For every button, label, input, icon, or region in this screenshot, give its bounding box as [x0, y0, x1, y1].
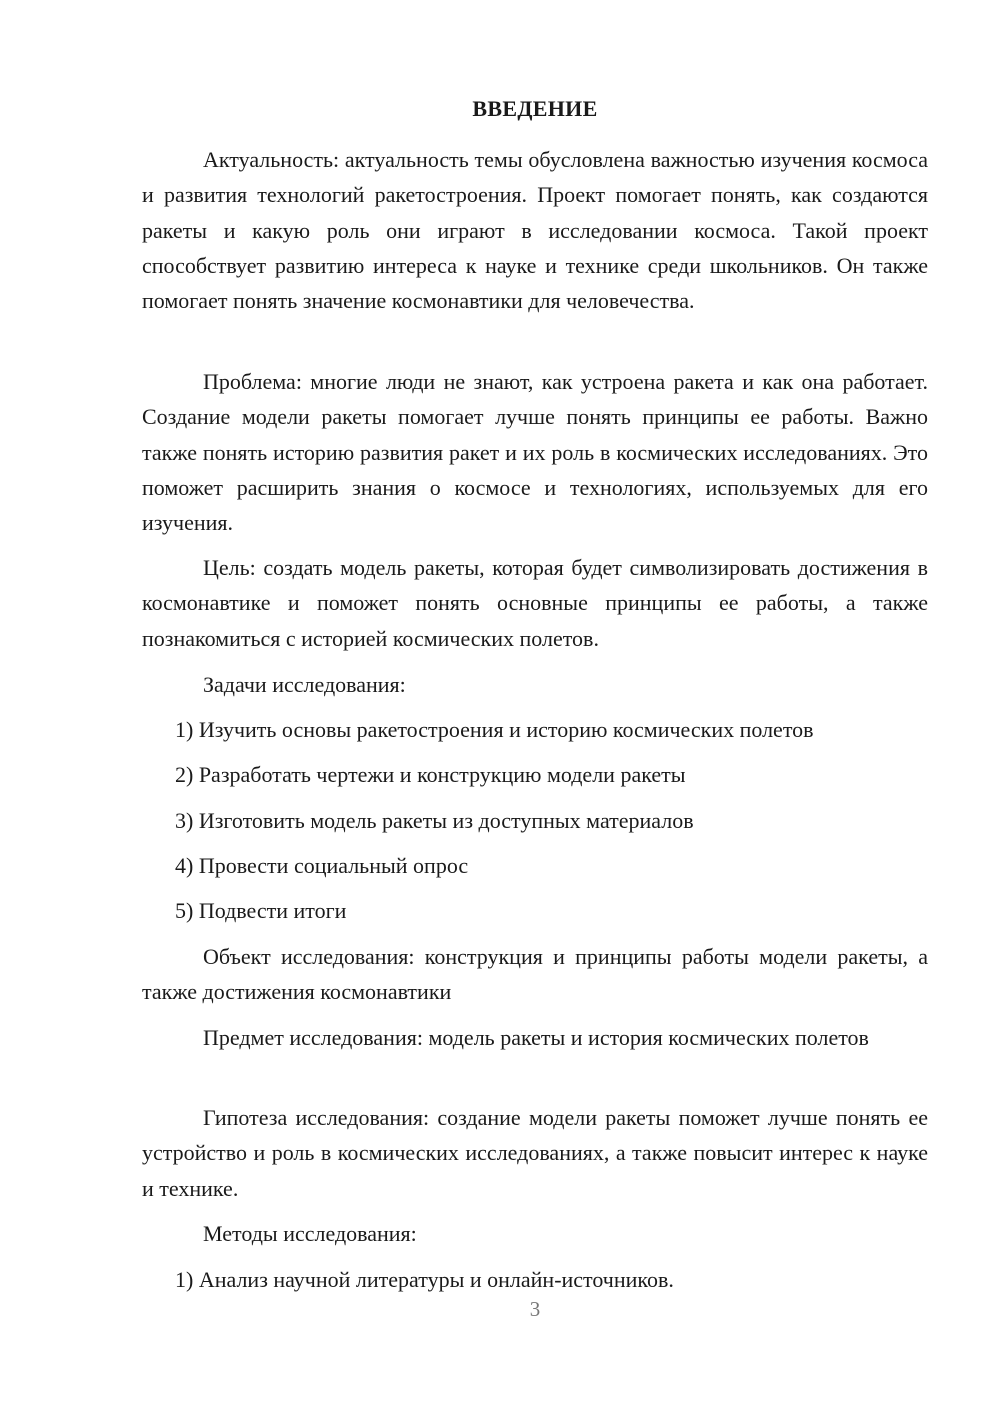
section-title: ВВЕДЕНИЕ: [472, 96, 598, 121]
goal-paragraph: Цель: создать модель ракеты, которая будет символизировать достижения в космонавтике и поможет понять основные принципы ее работы, а также познакомиться с историей космических полетов.: [142, 555, 928, 651]
method-item: 1) Анализ научной литературы и онлайн-источников.: [175, 1267, 674, 1292]
tasks-heading: Задачи исследования:: [203, 672, 406, 697]
methods-heading: Методы исследования:: [203, 1221, 417, 1246]
page-number: 3: [529, 1297, 541, 1321]
object-paragraph: Объект исследования: конструкция и принципы работы модели ракеты, а также достижения космонавтики: [142, 944, 928, 1005]
hypothesis-paragraph: Гипотеза исследования: создание модели ракеты поможет лучше понять ее устройство и роль в космических исследованиях, а также повысит интерес к науке и технике.: [142, 1105, 928, 1201]
task-item: 3) Изготовить модель ракеты из доступных материалов: [175, 808, 694, 833]
task-item: 5) Подвести итоги: [175, 898, 347, 923]
problem-paragraph: Проблема: многие люди не знают, как устроена ракета и как она работает. Создание модели ракеты помогает лучше понять принципы ее работы. Важно также понять историю развития ракет и их роль в космических исследованиях. Это поможет расширить знания о космосе и технологиях, используемых для его изучения.: [142, 369, 928, 536]
task-item: 4) Провести социальный опрос: [175, 853, 469, 878]
subject-paragraph: Предмет исследования: модель ракеты и история космических полетов: [203, 1025, 869, 1050]
relevance-paragraph: Актуальность: актуальность темы обусловлена важностью изучения космоса и развития технологий ракетостроения. Проект помогает понять, как создаются ракеты и какую роль они играют в исследовании космоса. Такой проект способствует развитию интереса к науке и технике среди школьников. Он также помогает понять значение космонавтики для человечества.: [142, 147, 928, 314]
task-item: 1) Изучить основы ракетостроения и историю космических полетов: [175, 717, 814, 742]
task-item: 2) Разработать чертежи и конструкцию модели ракеты: [175, 762, 686, 787]
